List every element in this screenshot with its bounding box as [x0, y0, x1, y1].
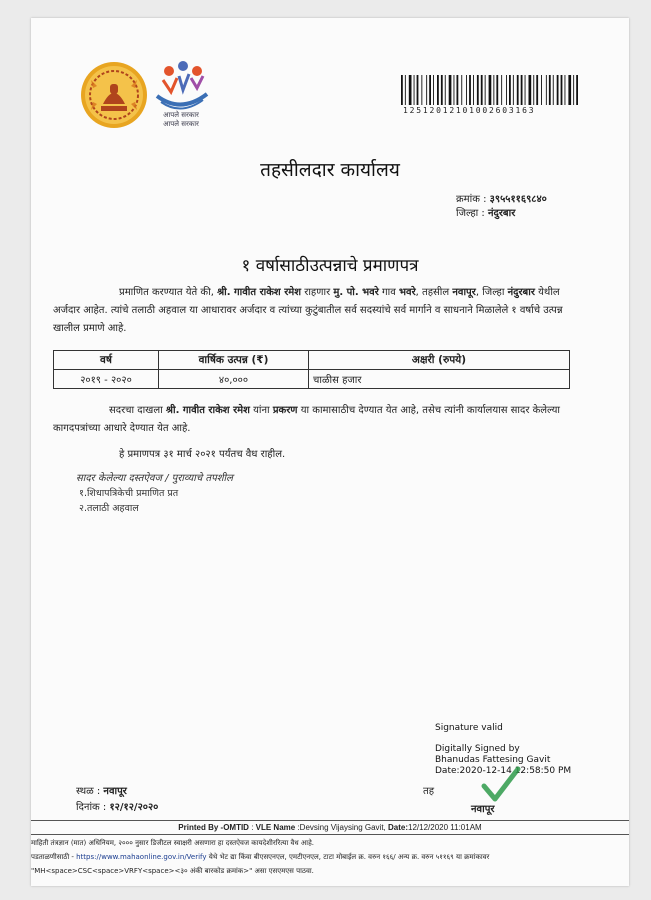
applicant-name: श्री. गावीत राकेश रमेश	[217, 287, 302, 298]
date-value: १२/१२/२०२०	[109, 802, 159, 813]
place-row: स्थळ : नवापूर	[76, 786, 127, 797]
digital-signature-block: Signature valid Digitally Signed by Bhanudas Fattesing Gavit Date:2020-12-14 12:58:50 PM	[435, 723, 572, 776]
footer-sms-text: "MH<space>CSC<space>VRFY<space><३० अंकी बारकोड क्रमांक>" असा एसएमएस पाठवा.	[31, 867, 314, 875]
office-title: तहसीलदार कार्यालय	[260, 159, 400, 181]
table-row	[54, 370, 570, 389]
district-value: नंदुरबार	[487, 208, 516, 219]
column-year: वर्ष	[54, 351, 159, 370]
verify-link[interactable]: https://www.mahaonline.gov.in/Verify	[76, 853, 207, 861]
reference-number: ३९५५११६९८४०	[489, 194, 547, 205]
tehsildar-label: तह	[423, 786, 435, 797]
signature-place: नवापूर	[471, 804, 495, 815]
place-value: नवापूर	[103, 786, 127, 797]
signature-check-icon	[481, 766, 521, 804]
certification-paragraph: प्रमाणित करण्यात येते की, श्री. गावीत राकेश रमेश राहणार मु. पो. भवरे गाव भवरे, तहसील नवापूर, जिल्हा नंदुरबार येथील अर्जदार आहेत. त्यांचे तलाठी अहवाल या आधारावर अर्जदार व त्यांच्या कुटुंबातील सर्व सदस्यांचे सर्व मार्गाने व साधनाने मिळालेले १ वर्षाचे उत्पन्न खालील प्रमाणे आहे.	[53, 287, 563, 334]
divider	[31, 834, 629, 835]
divider	[31, 820, 629, 821]
certificate-title: १ वर्षासाठीउत्पन्नाचे प्रमाणपत्र	[241, 256, 419, 276]
column-amount-in-words: अक्षरी (रुपये)	[309, 351, 570, 370]
signature-date: Date:2020-12-14 12:58:50 PM	[435, 766, 572, 776]
signer-name: Bhanudas Fattesing Gavit	[435, 755, 551, 765]
column-annual-income: वार्षिक उत्पन्न (₹)	[159, 351, 309, 370]
printed-by-line: Printed By -OMTID : VLE Name :Devsing Vijaysing Gavit, Date:12/12/2020 11:01AM	[178, 823, 482, 832]
purpose-paragraph: सदरचा दाखला श्री. गावीत राकेश रमेश यांना प्रकरण या कामासाठीच देण्यात येत आहे, तसेच त्यांनी कार्यालयास सादर केलेल्या कागदपत्रांच्या आधारे देण्यात येत आहे.	[53, 405, 561, 434]
documents-heading: सादर केलेल्या दस्तऐवज / पुराव्याचे तपशील	[76, 473, 233, 484]
income-table	[53, 350, 570, 389]
certificate-page	[31, 18, 629, 886]
barcode	[401, 75, 579, 105]
applicant-district: नंदुरबार	[507, 287, 535, 298]
year-cell: २०१९ - २०२०	[54, 370, 159, 389]
district-label: जिल्हा :	[456, 208, 485, 219]
date-row: दिनांक : १२/१२/२०२०	[76, 802, 159, 813]
list-item: १.शिधापत्रिकेची प्रमाणित प्रत	[79, 488, 179, 499]
signature-valid-label: Signature valid	[435, 723, 503, 733]
applicant-taluka: नवापूर	[452, 287, 476, 298]
reference-block	[456, 193, 547, 221]
list-item: २.तलाठी अहवाल	[79, 503, 139, 514]
footer-verify-text: पडताळणीसाठी - https://www.mahaonline.gov.in/Verify येथे भेट द्या किंवा बीएसएनएल, एमटीएनएल, टाटा मोबाईल क्र. वरुन १६६/ अन्य क्र. वरुन ५११६९ या क्रमांकावर	[31, 853, 490, 861]
barcode-number: 125120121010026031​63	[403, 106, 536, 115]
validity-text: हे प्रमाणपत्र ३१ मार्च २०२१ पर्यंतच वैध राहील.	[119, 449, 286, 460]
footer-legal-text: माहिती तंत्रज्ञान (मात) अधिनियम, २००० नुसार डिजीटल स्वाक्षरी असणारा हा दस्तऐवज कायदेशीररित्या वैध आहे.	[31, 839, 315, 847]
income-table-header	[54, 351, 570, 370]
applicant-village: मु. पो. भवरे	[333, 287, 379, 298]
logo-caption: आपले सरकार आपले सरकार	[163, 111, 199, 128]
purpose: प्रकरण	[272, 405, 298, 416]
government-emblem-icon	[79, 60, 149, 130]
income-cell: ४०,०००	[159, 370, 309, 389]
reference-number-label: क्रमांक :	[456, 194, 487, 205]
amount-words-cell: चाळीस हजार	[309, 370, 570, 389]
